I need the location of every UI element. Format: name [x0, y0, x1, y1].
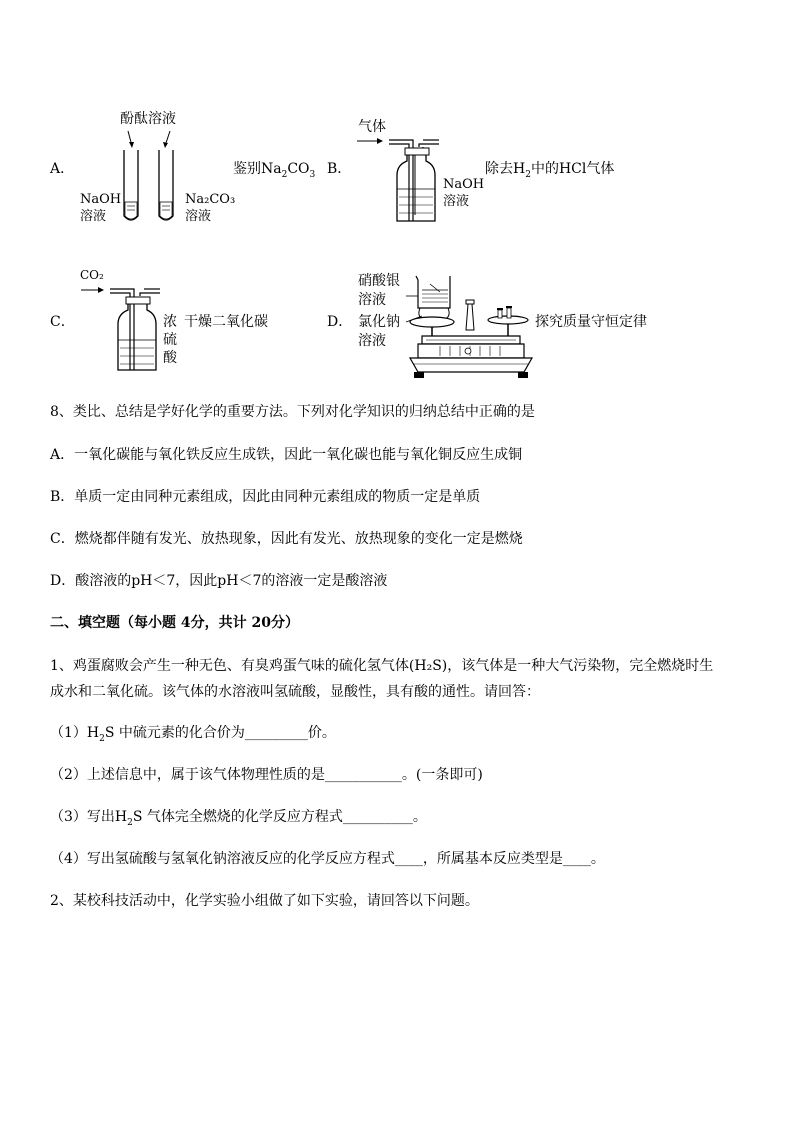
question-8-option-a: A．一氧化碳能与氧化铁反应生成铁，因此一氧化碳也能与氧化铜反应生成铜: [50, 447, 523, 463]
option-a-caption: 鉴别$Na_2CO_3$: [233, 161, 316, 180]
option-letter-c: C．: [50, 314, 75, 330]
option-b-caption: 除去$H_2$中的HCl气体: [485, 161, 615, 180]
na2co3-label: Na₂CO₃: [185, 192, 236, 207]
conc-sulfuric-label-2: 硫: [163, 332, 177, 348]
naoh-label-b: NaOH: [443, 177, 485, 192]
na2co3-solution-label: 溶液: [185, 209, 212, 224]
question-2-stem: 2、某校科技活动中，化学实验小组做了如下实验，请回答以下问题。: [50, 893, 479, 909]
option-letter-b: B．: [327, 161, 352, 177]
question-1-sub-1: $(1)H_2S$ 中硫元素的化合价为_________价。: [50, 725, 336, 744]
question-1-line-1: 1、鸡蛋腐败会产生一种无色、有臭鸡蛋气味的硫化氢气体(H₂S)，该气体是一种大气污染物，完全燃烧时生: [50, 658, 714, 674]
conc-sulfuric-label-3: 酸: [163, 350, 177, 366]
option-letter-d: D．: [327, 314, 353, 330]
silver-nitrate-label: 硝酸银: [358, 273, 400, 289]
phenolphthalein-label: 酚酞溶液: [120, 111, 176, 127]
drying-bottle-icon: [78, 284, 168, 376]
question-8-stem: 8、类比、总结是学好化学的重要方法。下列对化学知识的归纳总结中正确的是: [50, 404, 535, 420]
silver-nitrate-solution-label: 溶液: [358, 292, 386, 308]
option-d-caption: 探究质量守恒定律: [535, 314, 647, 330]
option-letter-a: A．: [50, 161, 75, 177]
naoh-label: NaOH: [80, 192, 122, 207]
question-1-sub-4: （4）写出氢硫酸与氢氧化钠溶液反应的化学反应方程式____，所属基本反应类型是____。: [50, 851, 605, 867]
question-8-option-b: B．单质一定由同种元素组成，因此由同种元素组成的物质一定是单质: [50, 489, 481, 505]
section-heading: 二、填空题（每小题 4分，共计 20分）: [50, 615, 299, 631]
question-8-option-c: C．燃烧都伴随有发光、放热现象，因此有发光、放热现象的变化一定是燃烧: [50, 531, 523, 547]
conc-sulfuric-label-1: 浓: [163, 314, 177, 330]
naoh-solution-label-b: 溶液: [443, 194, 470, 209]
sodium-chloride-solution-label: 溶液: [358, 333, 386, 349]
question-1-line-2: 成水和二氧化硫。该气体的水溶液叫氢硫酸，显酸性，具有酸的通性。请回答：: [50, 684, 540, 700]
sodium-chloride-label: 氯化钠: [358, 314, 400, 330]
test-tubes-icon: [115, 128, 185, 228]
balance-icon: [400, 272, 532, 380]
co2-label: CO₂: [80, 268, 104, 282]
gas-washing-bottle-icon: [355, 135, 445, 227]
naoh-solution-label: 溶液: [80, 209, 107, 224]
gas-label: 气体: [358, 119, 386, 135]
question-1-sub-2: （2）上述信息中，属于该气体物理性质的是___________。(一条即可): [50, 767, 483, 783]
option-c-caption: 干燥二氧化碳: [184, 314, 268, 330]
question-8-option-d: D．酸溶液的pH＜7，因此pH＜7的溶液一定是酸溶液: [50, 573, 388, 589]
question-1-sub-3: （3）写出$H_2S$ 气体完全燃烧的化学反应方程式__________。: [50, 809, 427, 828]
